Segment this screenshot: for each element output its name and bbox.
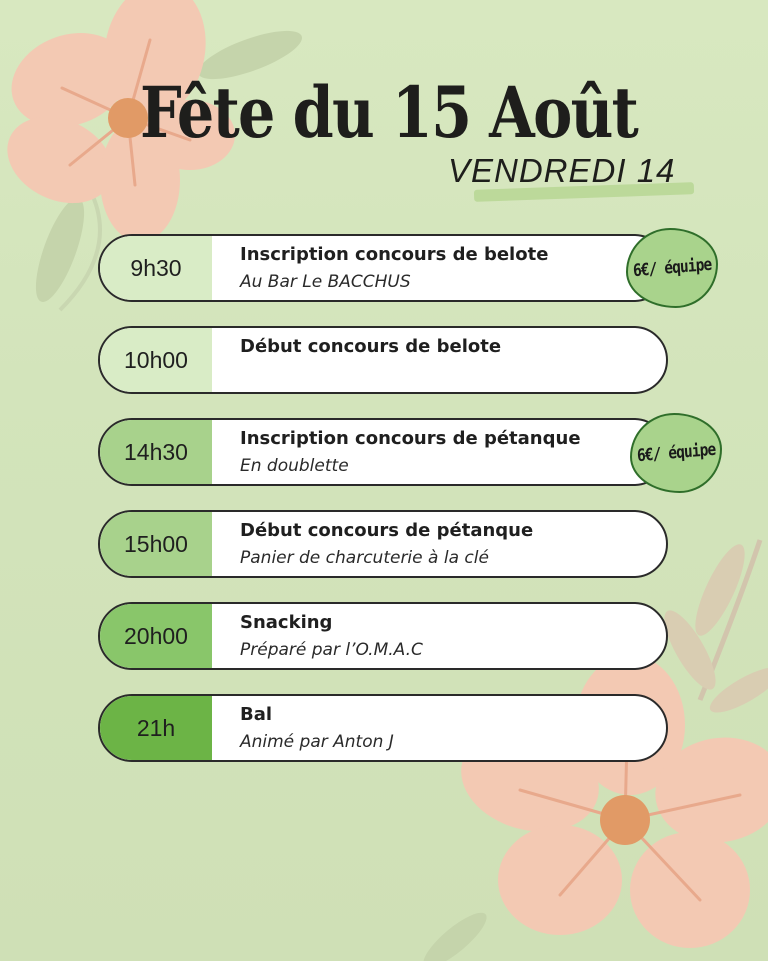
schedule-row bbox=[98, 510, 668, 578]
event-title: Inscription concours de belote bbox=[240, 244, 549, 265]
time-cell: 14h30 bbox=[100, 420, 212, 484]
schedule-row bbox=[98, 602, 668, 670]
event-subtitle: Animé par Anton J bbox=[240, 732, 394, 752]
schedule-row bbox=[98, 234, 668, 302]
time-cell: 15h00 bbox=[100, 512, 212, 576]
event-title: Bal bbox=[240, 704, 273, 725]
schedule-row bbox=[98, 418, 668, 486]
event-title: Snacking bbox=[240, 612, 333, 633]
time-cell: 10h00 bbox=[100, 328, 212, 392]
event-subtitle: En doublette bbox=[240, 456, 349, 476]
price-badge-label: 6€/ équipe bbox=[632, 254, 712, 282]
event-title: Début concours de belote bbox=[240, 336, 502, 357]
schedule-row bbox=[98, 694, 668, 762]
price-badge bbox=[630, 413, 722, 493]
event-subtitle: Au Bar Le BACCHUS bbox=[240, 272, 411, 292]
time-cell: 20h00 bbox=[100, 604, 212, 668]
page-title: Fête du 15 Août bbox=[140, 71, 638, 154]
subtitle-block bbox=[448, 152, 675, 190]
price-badge bbox=[626, 228, 718, 308]
time-cell: 21h bbox=[100, 696, 212, 760]
event-title: Inscription concours de pétanque bbox=[240, 428, 581, 449]
page-subtitle: VENDREDI 14 bbox=[448, 152, 676, 189]
time-cell: 9h30 bbox=[100, 236, 212, 300]
price-badge-label: 6€/ équipe bbox=[636, 439, 716, 467]
event-subtitle: Préparé par l’O.M.A.C bbox=[240, 640, 423, 660]
event-subtitle: Panier de charcuterie à la clé bbox=[240, 548, 489, 568]
schedule-row bbox=[98, 326, 668, 394]
event-title: Début concours de pétanque bbox=[240, 520, 534, 541]
